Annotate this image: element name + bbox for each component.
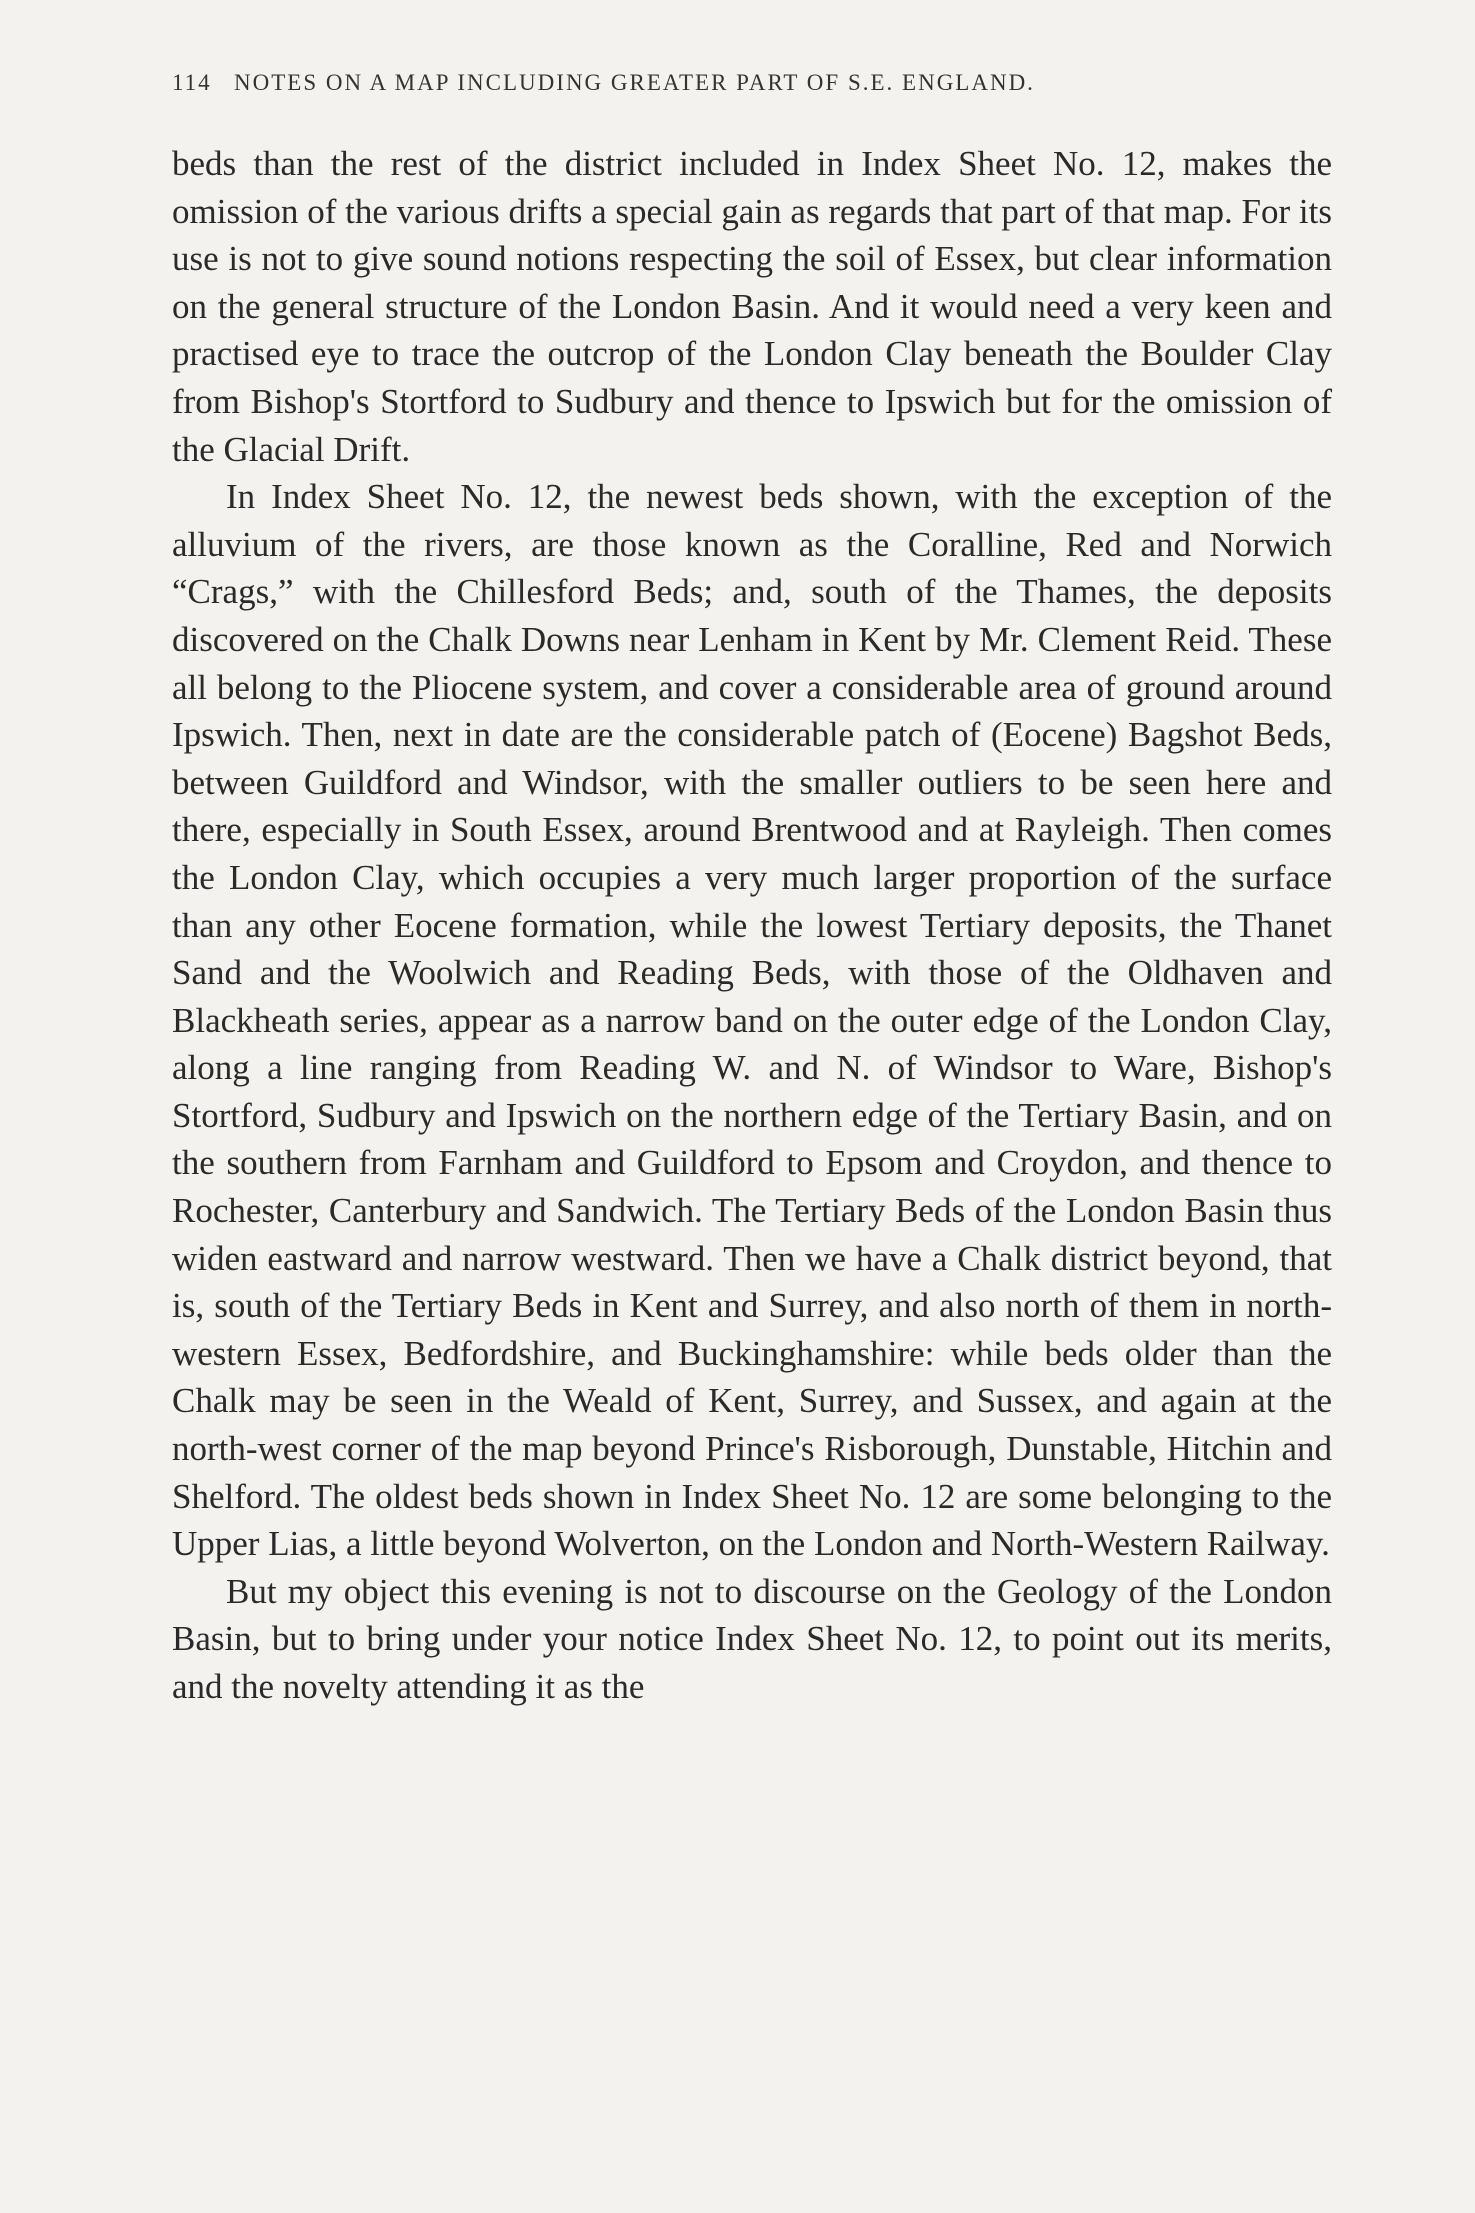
paragraph: In Index Sheet No. 12, the newest beds shown, with the exception of the alluvium of the rivers, are those known as the Coralline, Red and Norwich “Crags,” with the Chillesford Beds; and, south of the Thames, the deposits discovered on the Chalk Downs near Lenham in Kent by Mr. Clement Reid. These all belong to the Pliocene system, and cover a considerable area of ground around Ipswich. Then, next in date are the considerable patch of (Eocene) Bagshot Beds, between Guildford and Windsor, with the smaller outliers to be seen here and there, especially in South Essex, around Brentwood and at Rayleigh. Then comes the London Clay, which occupies a very much larger proportion of the surface than any other Eocene formation, while the lowest Tertiary deposits, the Thanet Sand and the Woolwich and Reading Beds, with those of the Oldhaven and Blackheath series, appear as a narrow band on the outer edge of the London Clay, along a line ranging from Reading W. and N. of Windsor to Ware, Bishop's Stortford, Sudbury and Ipswich on the northern edge of the Tertiary Basin, and on the southern from Farnham and Guildford to Epsom and Croydon, and thence to Rochester, Canterbury and Sandwich. The Tertiary Beds of the London Basin thus widen eastward and narrow westward. Then we have a Chalk district beyond, that is, south of the Tertiary Beds in Kent and Surrey, and also north of them in north-western Essex, Bedfordshire, and Buckinghamshire: while beds older than the Chalk may be seen in the Weald of Kent, Surrey, and Sussex, and again at the north-west corner of the map beyond Prince's Risborough, Dunstable, Hitchin and Shelford. The oldest beds shown in Index Sheet No. 12 are some belonging to the Upper Lias, a little beyond Wolverton, on the London and North-Western Railway. xyxy=(172,477,1332,1564)
page-number: 114 xyxy=(172,70,212,95)
body-text xyxy=(172,140,1332,1711)
paragraph: But my object this evening is not to discourse on the Geology of the London Basin, but to bring under your notice Index Sheet No. 12, to point out its merits, and the novelty attending it as the xyxy=(172,1571,1332,1706)
running-head xyxy=(172,70,1332,96)
paragraph: beds than the rest of the district included in Index Sheet No. 12, makes the omission of the various drifts a special gain as regards that part of that map. For its use is not to give sound notions respecting the soil of Essex, but clear information on the general structure of the London Basin. And it would need a very keen and practised eye to trace the outcrop of the London Clay beneath the Boulder Clay from Bishop's Stortford to Sudbury and thence to Ipswich but for the omission of the Glacial Drift. xyxy=(172,144,1332,469)
running-title: NOTES ON A MAP INCLUDING GREATER PART OF S.E. ENGLAND. xyxy=(234,70,1035,95)
